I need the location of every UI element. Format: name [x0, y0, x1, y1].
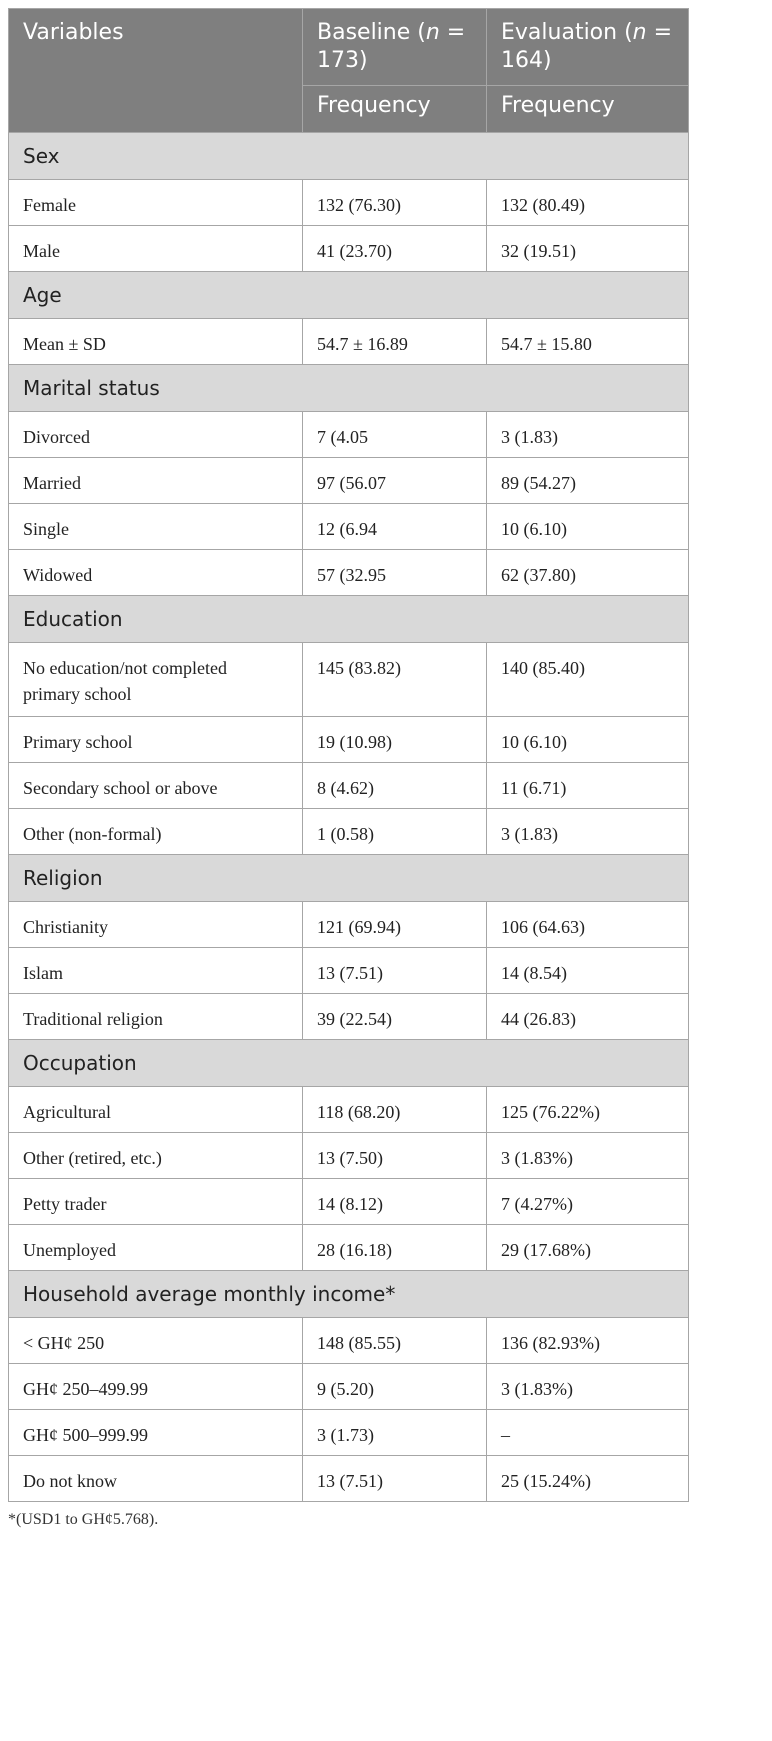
- header-baseline-frequency: Frequency: [303, 86, 487, 133]
- section-title: Sex: [9, 133, 689, 180]
- baseline-cell: 13 (7.51): [303, 1456, 487, 1502]
- evaluation-cell: 140 (85.40): [487, 643, 689, 717]
- table-row: [9, 1364, 689, 1410]
- row-label: Primary school: [9, 717, 303, 763]
- evaluation-cell: 136 (82.93%): [487, 1318, 689, 1364]
- row-label: GH¢ 250–499.99: [9, 1364, 303, 1410]
- table-row: [9, 948, 689, 994]
- table-row: [9, 412, 689, 458]
- row-label: Divorced: [9, 412, 303, 458]
- section-row: [9, 133, 689, 180]
- evaluation-cell: 3 (1.83%): [487, 1364, 689, 1410]
- row-label: Other (retired, etc.): [9, 1133, 303, 1179]
- evaluation-cell: 25 (15.24%): [487, 1456, 689, 1502]
- evaluation-cell: 3 (1.83): [487, 412, 689, 458]
- evaluation-cell: 44 (26.83): [487, 994, 689, 1040]
- header-variables: Variables: [9, 9, 303, 133]
- row-label: Petty trader: [9, 1179, 303, 1225]
- table-row: [9, 458, 689, 504]
- row-label: Single: [9, 504, 303, 550]
- header-evaluation-frequency: Frequency: [487, 86, 689, 133]
- section-title: Household average monthly income*: [9, 1271, 689, 1318]
- evaluation-cell: 106 (64.63): [487, 902, 689, 948]
- table-row: [9, 717, 689, 763]
- table-row: [9, 763, 689, 809]
- header-evaluation-label: Evaluation (n = 164): [501, 20, 673, 73]
- baseline-cell: 28 (16.18): [303, 1225, 487, 1271]
- table-body: [9, 133, 689, 1502]
- row-label: Widowed: [9, 550, 303, 596]
- table-row: [9, 1410, 689, 1456]
- table-row: [9, 1087, 689, 1133]
- evaluation-cell: 3 (1.83%): [487, 1133, 689, 1179]
- table-row: [9, 180, 689, 226]
- baseline-cell: 39 (22.54): [303, 994, 487, 1040]
- baseline-cell: 14 (8.12): [303, 1179, 487, 1225]
- baseline-cell: 12 (6.94: [303, 504, 487, 550]
- evaluation-cell: 62 (37.80): [487, 550, 689, 596]
- table-row: [9, 643, 689, 717]
- row-label: Do not know: [9, 1456, 303, 1502]
- evaluation-cell: 10 (6.10): [487, 717, 689, 763]
- baseline-cell: 9 (5.20): [303, 1364, 487, 1410]
- baseline-cell: 7 (4.05: [303, 412, 487, 458]
- evaluation-cell: 7 (4.27%): [487, 1179, 689, 1225]
- baseline-cell: 13 (7.51): [303, 948, 487, 994]
- row-label: Other (non-formal): [9, 809, 303, 855]
- header-baseline: [303, 9, 487, 86]
- section-row: [9, 596, 689, 643]
- baseline-cell: 1 (0.58): [303, 809, 487, 855]
- table-row: [9, 319, 689, 365]
- evaluation-cell: 10 (6.10): [487, 504, 689, 550]
- row-label: Agricultural: [9, 1087, 303, 1133]
- row-label: Islam: [9, 948, 303, 994]
- section-title: Marital status: [9, 365, 689, 412]
- demographics-table: [8, 8, 689, 1502]
- footnote: *(USD1 to GH¢5.768).: [8, 1511, 159, 1528]
- baseline-cell: 118 (68.20): [303, 1087, 487, 1133]
- section-row: [9, 855, 689, 902]
- section-row: [9, 365, 689, 412]
- table-row: [9, 1133, 689, 1179]
- baseline-cell: 132 (76.30): [303, 180, 487, 226]
- row-label: Traditional religion: [9, 994, 303, 1040]
- table-row: [9, 226, 689, 272]
- baseline-cell: 3 (1.73): [303, 1410, 487, 1456]
- baseline-cell: 19 (10.98): [303, 717, 487, 763]
- evaluation-cell: 11 (6.71): [487, 763, 689, 809]
- row-label: Mean ± SD: [9, 319, 303, 365]
- baseline-cell: 41 (23.70): [303, 226, 487, 272]
- table-row: [9, 994, 689, 1040]
- row-label: Male: [9, 226, 303, 272]
- section-title: Age: [9, 272, 689, 319]
- evaluation-cell: 132 (80.49): [487, 180, 689, 226]
- evaluation-cell: –: [487, 1410, 689, 1456]
- baseline-cell: 97 (56.07: [303, 458, 487, 504]
- row-label: Married: [9, 458, 303, 504]
- baseline-cell: 121 (69.94): [303, 902, 487, 948]
- table-header: [9, 9, 689, 133]
- header-evaluation: [487, 9, 689, 86]
- section-title: Occupation: [9, 1040, 689, 1087]
- evaluation-cell: 125 (76.22%): [487, 1087, 689, 1133]
- table-row: [9, 550, 689, 596]
- baseline-cell: 148 (85.55): [303, 1318, 487, 1364]
- header-baseline-label: Baseline (n = 173): [317, 20, 466, 73]
- row-label: < GH¢ 250: [9, 1318, 303, 1364]
- evaluation-cell: 32 (19.51): [487, 226, 689, 272]
- evaluation-cell: 54.7 ± 15.80: [487, 319, 689, 365]
- table-row: [9, 902, 689, 948]
- row-label: Female: [9, 180, 303, 226]
- section-title: Education: [9, 596, 689, 643]
- table-row: [9, 504, 689, 550]
- baseline-cell: 57 (32.95: [303, 550, 487, 596]
- row-label: Christianity: [9, 902, 303, 948]
- row-label: Secondary school or above: [9, 763, 303, 809]
- baseline-cell: 145 (83.82): [303, 643, 487, 717]
- baseline-cell: 13 (7.50): [303, 1133, 487, 1179]
- baseline-cell: 54.7 ± 16.89: [303, 319, 487, 365]
- section-row: [9, 1271, 689, 1318]
- header-row: [9, 9, 689, 86]
- evaluation-cell: 3 (1.83): [487, 809, 689, 855]
- section-row: [9, 1040, 689, 1087]
- evaluation-cell: 14 (8.54): [487, 948, 689, 994]
- baseline-cell: 8 (4.62): [303, 763, 487, 809]
- row-label: Unemployed: [9, 1225, 303, 1271]
- evaluation-cell: 89 (54.27): [487, 458, 689, 504]
- row-label: GH¢ 500–999.99: [9, 1410, 303, 1456]
- row-label: No education/not completed primary school: [9, 643, 303, 717]
- table-row: [9, 1179, 689, 1225]
- table-row: [9, 809, 689, 855]
- evaluation-cell: 29 (17.68%): [487, 1225, 689, 1271]
- table-row: [9, 1225, 689, 1271]
- table-row: [9, 1456, 689, 1502]
- section-row: [9, 272, 689, 319]
- table-row: [9, 1318, 689, 1364]
- table-container: [8, 8, 688, 1529]
- section-title: Religion: [9, 855, 689, 902]
